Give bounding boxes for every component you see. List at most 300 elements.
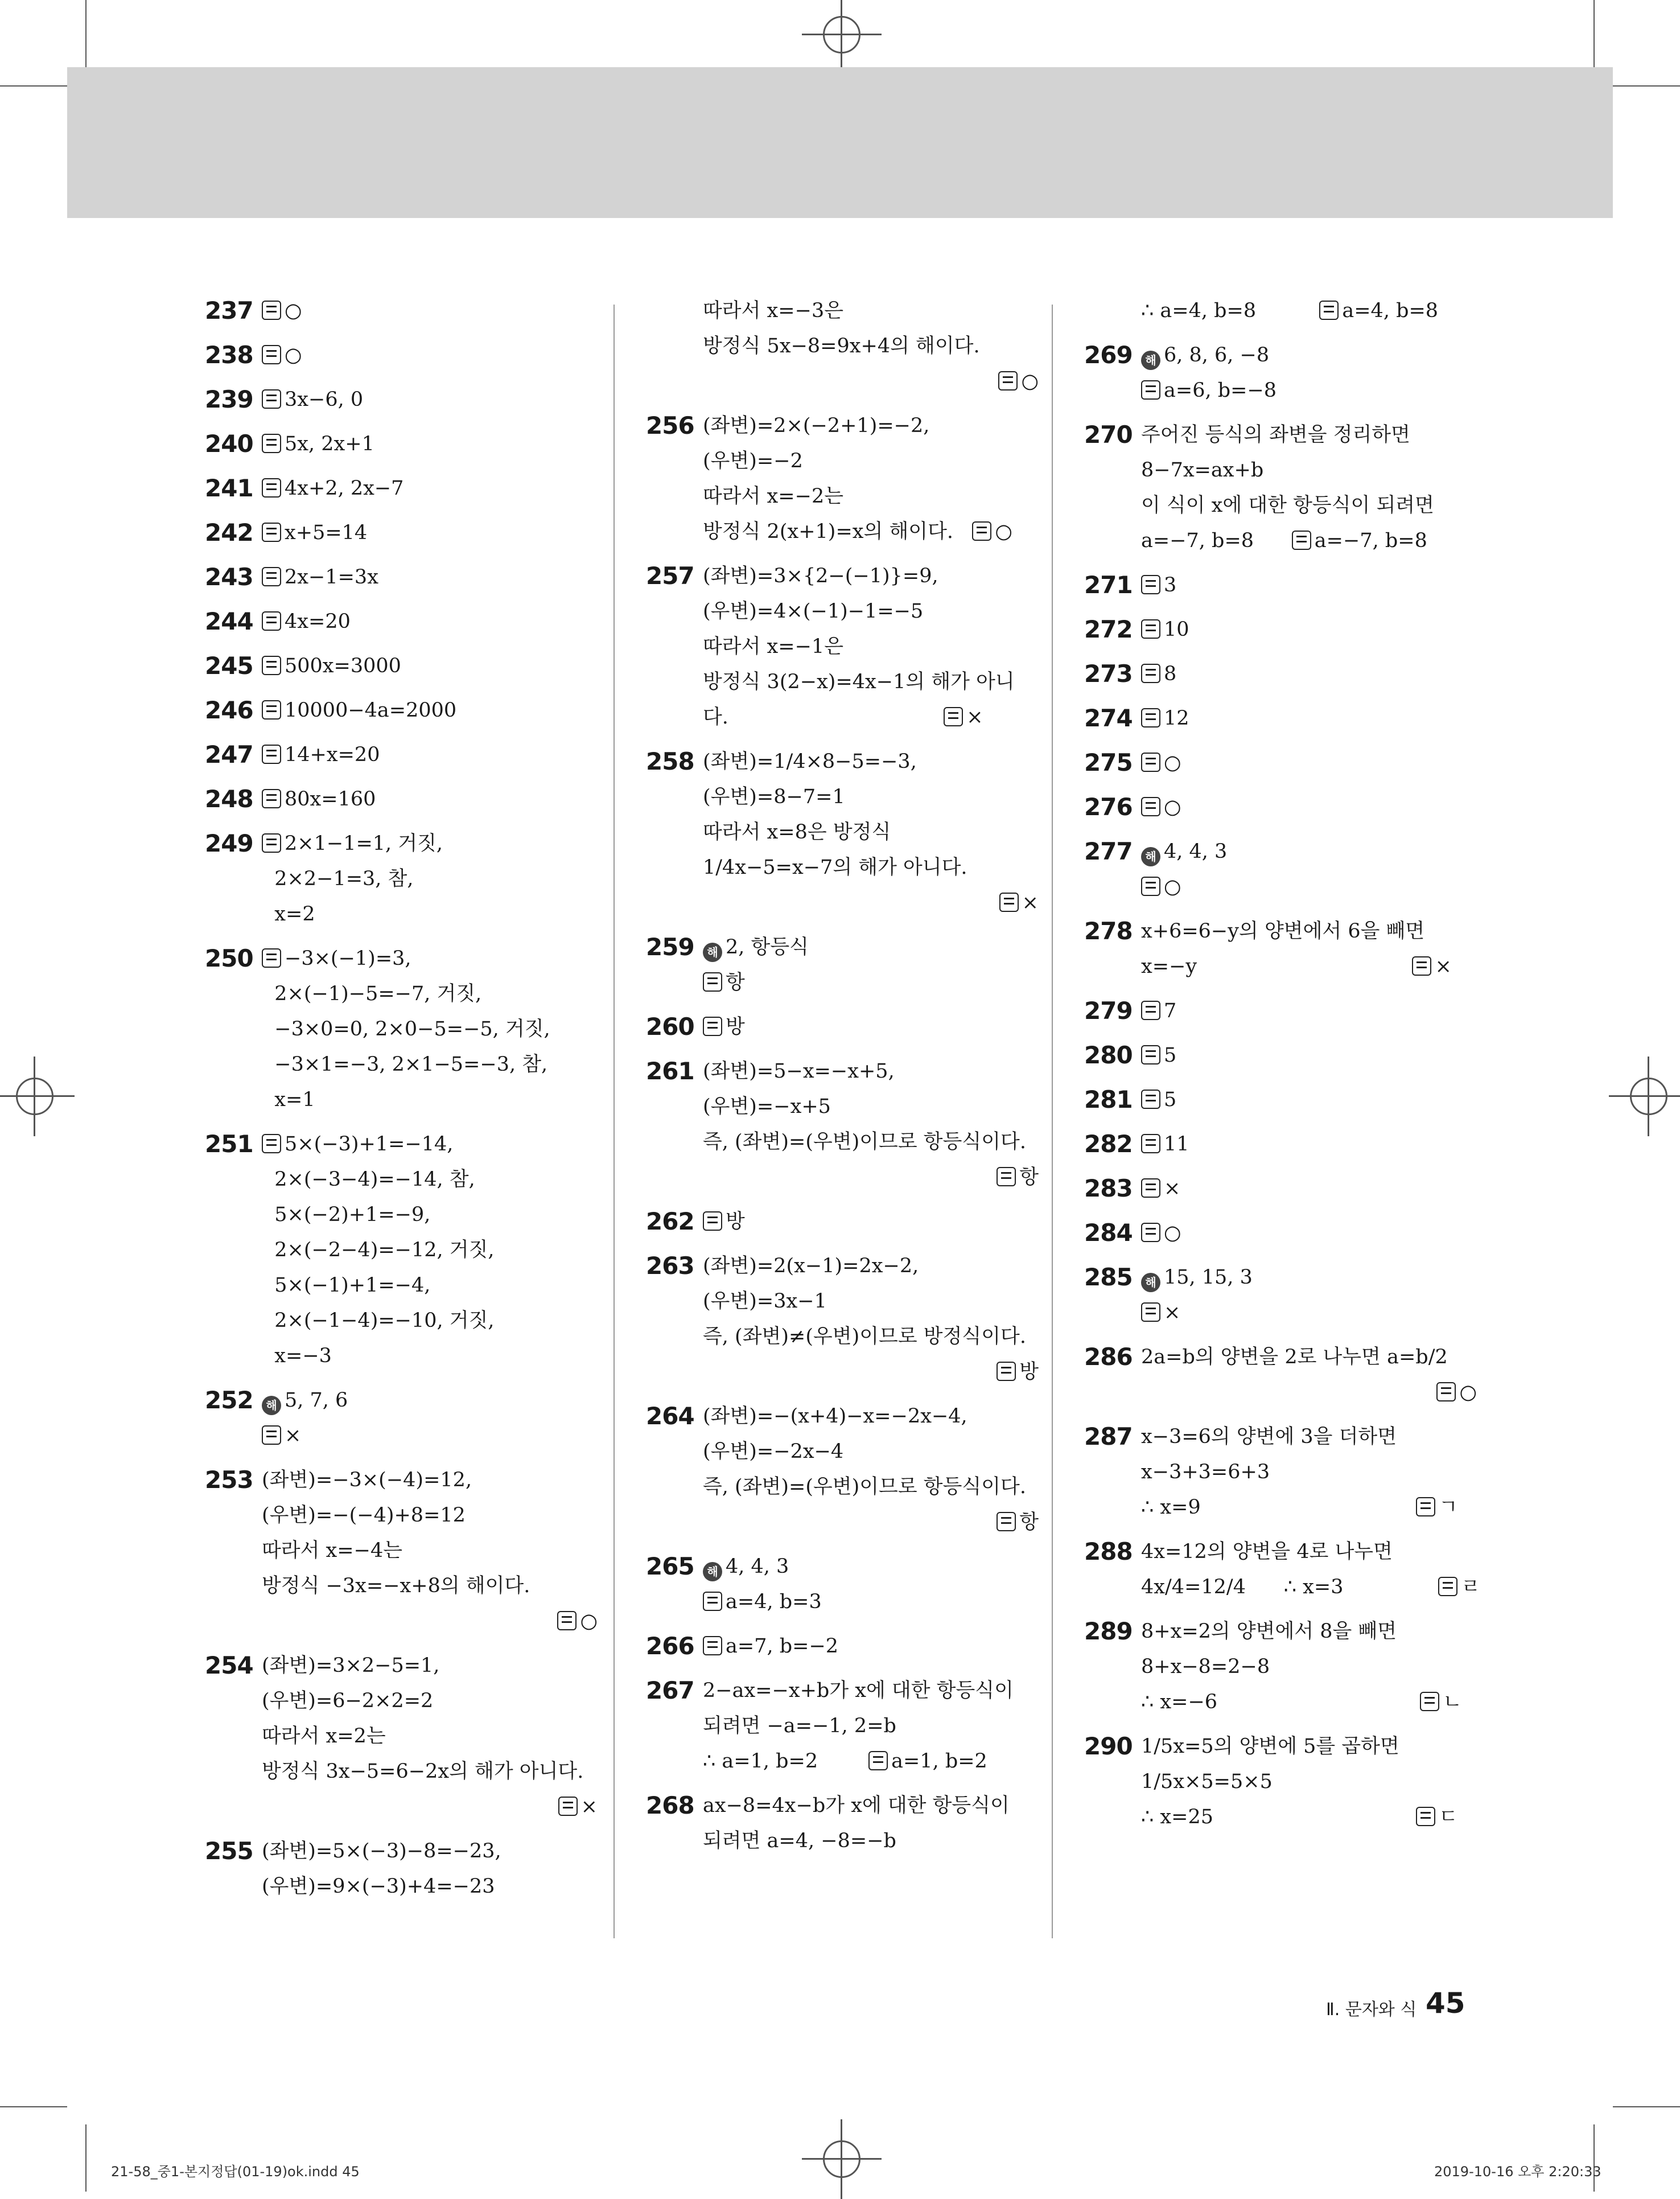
answer-line: 따라서 x=2는 — [262, 1725, 386, 1748]
answer-item — [205, 604, 603, 639]
problem-number: 278 — [1084, 917, 1133, 945]
problem-number: 275 — [1084, 749, 1133, 776]
answer-item — [646, 1054, 1044, 1195]
registration-mark — [16, 1078, 53, 1115]
registration-mark — [823, 16, 860, 54]
answer-line: −3×1=−3, 2×1−5=−3, 참, — [262, 1053, 548, 1076]
answer-line: 해 4, 4, 3 — [703, 1549, 1044, 1584]
answer-line: x+5=14 — [262, 515, 603, 550]
problem-number: 241 — [205, 474, 253, 502]
answer-badge-icon — [262, 789, 281, 808]
answer-line: 2×1−1=1, 거짓, — [262, 826, 603, 861]
problem-number: 261 — [646, 1057, 694, 1085]
answer-item — [205, 941, 603, 1117]
answer-item — [646, 1248, 1044, 1390]
slug-file: 21-58_중1-본지정답(01-19)ok.indd 45 — [111, 2164, 360, 2180]
answer-line: (좌변)=2×(−2+1)=−2, — [703, 414, 930, 437]
problem-number: 283 — [1084, 1174, 1133, 1202]
answer-item — [205, 1127, 603, 1374]
answer-badge-icon — [703, 1017, 722, 1036]
problem-number: 250 — [205, 944, 253, 972]
answer-badge-icon — [262, 434, 281, 453]
final-answer-value: ○ — [1021, 370, 1039, 393]
answer-badge-icon — [262, 656, 281, 675]
answer-line: (우변)=−2 — [703, 450, 803, 472]
answer-line: 방정식 3x−5=6−2x의 해가 아니다. — [262, 1760, 584, 1783]
answer-badge-icon — [557, 1611, 577, 1630]
answer-item — [1084, 1729, 1483, 1835]
answer-badge-icon — [1141, 619, 1160, 639]
answer-line: (우변)=−x+5 — [703, 1095, 831, 1118]
answer-line: 이 식이 x에 대한 항등식이 되려면 — [1141, 494, 1434, 517]
answer-line: (좌변)=5−x=−x+5, — [703, 1060, 895, 1083]
crop-mark — [85, 2124, 87, 2192]
answer-badge-icon — [944, 707, 963, 726]
answer-line: 8−7x=ax+b — [1141, 459, 1264, 482]
answer-line: (우변)=9×(−3)+4=−23 — [262, 1875, 495, 1898]
answer-column-1 — [205, 293, 603, 1913]
answer-item — [646, 293, 1044, 399]
answer-badge-icon — [262, 1425, 281, 1445]
answer-badge-icon — [1141, 708, 1160, 727]
problem-number: 257 — [646, 562, 694, 590]
answer-item — [1084, 834, 1483, 905]
answer-badge-icon — [262, 567, 281, 586]
answer-line: 즉, (좌변)=(우변)이므로 항등식이다. — [703, 1131, 1026, 1153]
answer-line: (좌변)=1/4×8−5=−3, — [703, 750, 917, 773]
problem-number: 253 — [205, 1466, 253, 1494]
answer-line: a=−7, b=8 a=−7, b=8 — [1141, 529, 1427, 552]
answer-item — [1084, 612, 1483, 647]
answer-line: ○ — [1141, 790, 1483, 825]
answer-line: 2−ax=−x+b가 x에 대한 항등식이 — [703, 1679, 1014, 1702]
section-title: Ⅱ. 문자와 식 — [1326, 2000, 1417, 2020]
problem-number: 285 — [1084, 1263, 1133, 1291]
answer-item — [1084, 656, 1483, 692]
answer-badge-icon — [703, 1211, 722, 1231]
answer-badge-icon — [1141, 1302, 1160, 1322]
answer-line: 5x, 2x+1 — [262, 426, 603, 462]
answer-line: 1/5x=5의 양변에 5를 곱하면 — [1141, 1735, 1399, 1758]
answer-line: 따라서 x=8은 방정식 — [703, 821, 891, 844]
final-answer — [262, 1604, 603, 1639]
registration-mark — [823, 2140, 860, 2178]
answer-line: 즉, (좌변)=(우변)이므로 항등식이다. — [703, 1475, 1026, 1498]
answer-line: 2x−1=3x — [262, 560, 603, 595]
answer-line: 2×(−2−4)=−12, 거짓, — [262, 1239, 495, 1261]
answer-line: 4x/4=12/4 ∴ x=3 ㄹ — [1141, 1576, 1481, 1598]
answer-badge-icon — [262, 745, 281, 764]
answer-item — [205, 1648, 603, 1824]
answer-item — [205, 1834, 603, 1904]
answer-item — [646, 930, 1044, 1000]
answer-item — [646, 1549, 1044, 1620]
answer-line: 2×(−3−4)=−14, 참, — [262, 1168, 475, 1191]
answer-badge-icon — [1141, 797, 1160, 816]
answer-item — [205, 737, 603, 772]
final-answer — [262, 1789, 603, 1824]
answer-line: × — [1141, 1171, 1483, 1206]
answer-item — [1084, 338, 1483, 408]
answer-line: 5 — [1141, 1082, 1483, 1117]
answer-line: (좌변)=5×(−3)−8=−23, — [262, 1840, 501, 1863]
problem-number: 289 — [1084, 1617, 1133, 1645]
problem-number: 282 — [1084, 1130, 1133, 1158]
answer-line: x=1 — [262, 1088, 315, 1111]
problem-number: 259 — [646, 933, 694, 961]
answer-badge-icon — [262, 833, 281, 853]
answer-badge-icon — [972, 521, 991, 541]
answer-line: 5×(−1)+1=−4, — [262, 1274, 431, 1297]
answer-badge-icon — [868, 1751, 888, 1770]
answer-line: ○ — [1141, 1215, 1483, 1251]
problem-number: 249 — [205, 829, 253, 857]
final-answer-value: ○ — [580, 1610, 598, 1633]
page-number: 45 — [1426, 1987, 1465, 2020]
final-answer — [703, 885, 1044, 920]
problem-number: 276 — [1084, 793, 1133, 821]
answer-line: 주어진 등식의 좌변을 정리하면 — [1141, 424, 1410, 446]
problem-number: 240 — [205, 430, 253, 458]
column-divider — [613, 305, 615, 1938]
final-answer — [703, 1354, 1044, 1390]
header-band — [67, 67, 1613, 218]
answer-badge-icon — [997, 1512, 1016, 1531]
final-answer-value: 방 — [1019, 1360, 1039, 1383]
answer-item — [205, 338, 603, 373]
answer-badge-icon — [703, 972, 722, 992]
answer-line: 따라서 x=−3은 — [703, 299, 844, 322]
answer-badge-icon — [1141, 753, 1160, 772]
answer-line: 방정식 2(x+1)=x의 해이다. ○ — [703, 520, 1012, 543]
answer-line: ○ — [262, 293, 603, 328]
answer-line: 방정식 5x−8=9x+4의 해이다. — [703, 335, 980, 357]
answer-line: a=6, b=−8 — [1141, 373, 1483, 408]
answer-line: 14+x=20 — [262, 737, 603, 772]
answer-badge-icon — [262, 948, 281, 968]
answer-line: 되려면 −a=−1, 2=b — [703, 1715, 896, 1737]
problem-number: 287 — [1084, 1423, 1133, 1450]
problem-number: 266 — [646, 1632, 694, 1660]
answer-item — [1084, 1260, 1483, 1330]
answer-item — [646, 1009, 1044, 1045]
answer-item — [1084, 1419, 1483, 1525]
answer-item — [205, 1383, 603, 1453]
answer-badge-icon — [262, 523, 281, 542]
answer-line: 항 — [703, 965, 1044, 1000]
answer-badge-icon — [1141, 1134, 1160, 1153]
problem-number: 269 — [1084, 341, 1133, 369]
answer-line: 10 — [1141, 612, 1483, 647]
answer-line: (우변)=8−7=1 — [703, 786, 845, 808]
answer-badge-icon — [262, 301, 281, 320]
answer-badge-icon — [1141, 1045, 1160, 1064]
answer-badge-icon — [1292, 531, 1311, 550]
answer-line: 해 15, 15, 3 — [1141, 1260, 1483, 1295]
answer-badge-icon — [558, 1797, 578, 1816]
problem-number: 272 — [1084, 615, 1133, 643]
answer-line: 4x=12의 양변을 4로 나누면 — [1141, 1540, 1393, 1563]
answer-line: ∴ a=4, b=8 a=4, b=8 — [1141, 299, 1439, 322]
answer-line: x−3=6의 양변에 3을 더하면 — [1141, 1425, 1397, 1448]
problem-number: 274 — [1084, 704, 1133, 732]
answer-item — [646, 1629, 1044, 1664]
crop-mark — [0, 85, 67, 87]
answer-line: 11 — [1141, 1127, 1483, 1162]
problem-number: 247 — [205, 741, 253, 768]
answer-item — [646, 744, 1044, 920]
final-answer — [703, 364, 1044, 399]
answer-item — [1084, 1038, 1483, 1073]
answer-item — [1084, 1339, 1483, 1410]
answer-badge-icon — [262, 700, 281, 720]
solution-badge-icon: 해 — [1141, 847, 1160, 866]
answer-line: 따라서 x=−4는 — [262, 1539, 403, 1562]
answer-badge-icon — [703, 1636, 722, 1655]
problem-number: 260 — [646, 1013, 694, 1041]
answer-badge-icon — [262, 478, 281, 498]
answer-badge-icon — [1141, 575, 1160, 594]
answer-badge-icon — [998, 371, 1018, 391]
problem-number: 254 — [205, 1651, 253, 1679]
answer-line: 방 — [703, 1009, 1044, 1045]
crop-mark — [1593, 2124, 1595, 2192]
answer-line: 5 — [1141, 1038, 1483, 1073]
problem-number: 288 — [1084, 1538, 1133, 1565]
problem-number: 248 — [205, 785, 253, 813]
answer-badge-icon — [1416, 1807, 1435, 1826]
answer-line: 500x=3000 — [262, 648, 603, 684]
answer-line: 1/4x−5=x−7의 해가 아니다. — [703, 856, 967, 879]
answer-line: (좌변)=−(x+4)−x=−2x−4, — [703, 1405, 967, 1428]
answer-line: 해 6, 8, 6, −8 — [1141, 338, 1483, 373]
problem-number: 264 — [646, 1402, 694, 1430]
answer-line: a=4, b=3 — [703, 1584, 1044, 1620]
final-answer — [703, 1505, 1044, 1540]
problem-number: 243 — [205, 563, 253, 591]
final-answer-value: 항 — [1019, 1166, 1039, 1189]
problem-number: 242 — [205, 519, 253, 546]
answer-line: x=−y × — [1141, 955, 1452, 978]
answer-line: ○ — [1141, 869, 1483, 905]
answer-item — [1084, 701, 1483, 736]
answer-badge-icon — [997, 1362, 1016, 1381]
problem-number: 277 — [1084, 837, 1133, 865]
answer-item — [1084, 1171, 1483, 1206]
problem-number: 271 — [1084, 571, 1133, 599]
answer-line: 10000−4a=2000 — [262, 693, 603, 728]
answer-badge-icon — [1141, 380, 1160, 400]
answer-badge-icon — [262, 611, 281, 631]
answer-line: 80x=160 — [262, 782, 603, 817]
answer-item — [1084, 790, 1483, 825]
answer-line: (우변)=−(−4)+8=12 — [262, 1504, 466, 1527]
answer-line: × — [262, 1418, 603, 1453]
final-answer-value: ○ — [1459, 1381, 1477, 1404]
answer-item — [1084, 1614, 1483, 1720]
problem-number: 273 — [1084, 660, 1133, 688]
problem-number: 284 — [1084, 1219, 1133, 1247]
final-answer-value: × — [580, 1795, 598, 1818]
problem-number: 281 — [1084, 1086, 1133, 1113]
answer-item — [205, 782, 603, 817]
answer-item — [1084, 568, 1483, 603]
final-answer-value: 항 — [1019, 1511, 1039, 1534]
answer-item — [646, 1399, 1044, 1540]
answer-line: (좌변)=−3×(−4)=12, — [262, 1469, 472, 1491]
answer-badge-icon — [703, 1592, 722, 1611]
answer-line: ○ — [262, 338, 603, 373]
answer-line: 8+x=2의 양변에서 8을 빼면 — [1141, 1620, 1397, 1643]
problem-number: 246 — [205, 696, 253, 724]
answer-line: ○ — [1141, 745, 1483, 780]
answer-line: 2a=b의 양변을 2로 나누면 a=b/2 — [1141, 1346, 1448, 1368]
answer-line: 7 — [1141, 993, 1483, 1029]
problem-number: 268 — [646, 1791, 694, 1819]
answer-line: −3×(−1)=3, — [262, 941, 603, 976]
answer-item — [1084, 1127, 1483, 1162]
answer-item — [205, 471, 603, 506]
answer-column-3 — [1084, 293, 1483, 1844]
problem-number: 279 — [1084, 997, 1133, 1025]
answer-badge-icon — [1141, 877, 1160, 896]
final-answer — [703, 1160, 1044, 1195]
answer-line: 해 5, 7, 6 — [262, 1383, 603, 1418]
answer-line: −3×0=0, 2×0−5=−5, 거짓, — [262, 1018, 550, 1041]
answer-item — [1084, 914, 1483, 984]
registration-mark — [1630, 1078, 1667, 1115]
answer-item — [205, 382, 603, 417]
answer-line: 8 — [1141, 656, 1483, 692]
answer-line: 다. × — [703, 706, 983, 729]
answer-badge-icon — [1141, 1223, 1160, 1242]
answer-line: x−3+3=6+3 — [1141, 1461, 1270, 1483]
answer-line: a=7, b=−2 — [703, 1629, 1044, 1664]
crop-mark — [85, 0, 87, 67]
answer-line: 1/5x×5=5×5 — [1141, 1770, 1273, 1793]
problem-number: 258 — [646, 747, 694, 775]
problem-number: 256 — [646, 412, 694, 439]
answer-line: x=2 — [262, 903, 315, 926]
answer-badge-icon — [1436, 1382, 1456, 1401]
answer-line: x+6=6−y의 양변에서 6을 빼면 — [1141, 920, 1425, 943]
solution-badge-icon: 해 — [703, 943, 722, 962]
problem-number: 270 — [1084, 421, 1133, 449]
answer-item — [1084, 417, 1483, 558]
answer-line: 3 — [1141, 568, 1483, 603]
crop-mark — [0, 2106, 67, 2107]
answer-line: 3x−6, 0 — [262, 382, 603, 417]
answer-line: 방정식 −3x=−x+8의 해이다. — [262, 1575, 530, 1597]
answer-item — [205, 426, 603, 462]
slug-date: 2019-10-16 오후 2:20:33 — [1434, 2164, 1601, 2180]
problem-number: 251 — [205, 1130, 253, 1158]
problem-number: 255 — [205, 1837, 253, 1865]
answer-line: 따라서 x=−2는 — [703, 485, 844, 508]
answer-line: (좌변)=3×2−5=1, — [262, 1654, 440, 1677]
answer-item — [646, 558, 1044, 735]
answer-badge-icon — [997, 1167, 1016, 1186]
problem-number: 262 — [646, 1207, 694, 1235]
solution-badge-icon: 해 — [262, 1396, 281, 1415]
answer-line: ∴ a=1, b=2 a=1, b=2 — [703, 1750, 987, 1773]
problem-number: 252 — [205, 1386, 253, 1414]
answer-item — [1084, 993, 1483, 1029]
answer-line: 따라서 x=−1은 — [703, 635, 844, 658]
answer-item — [205, 1462, 603, 1639]
answer-item — [646, 1788, 1044, 1859]
problem-number: 239 — [205, 385, 253, 413]
column-divider — [1052, 305, 1053, 1938]
answer-line: 12 — [1141, 701, 1483, 736]
problem-number: 280 — [1084, 1041, 1133, 1069]
answer-column-2 — [646, 293, 1044, 1868]
answer-line: ax−8=4x−b가 x에 대한 항등식이 — [703, 1794, 1010, 1817]
answer-line: 5×(−3)+1=−14, — [262, 1127, 603, 1162]
answer-line: × — [1141, 1295, 1483, 1330]
answer-badge-icon — [1141, 1001, 1160, 1020]
crop-mark — [1613, 2106, 1680, 2107]
answer-badge-icon — [1141, 664, 1160, 683]
final-answer-value: × — [1022, 891, 1039, 914]
answer-line: (우변)=3x−1 — [703, 1290, 827, 1313]
answer-badge-icon — [999, 893, 1019, 912]
answer-line: x=−3 — [262, 1345, 332, 1367]
answer-line: 즉, (좌변)≠(우변)이므로 방정식이다. — [703, 1325, 1026, 1348]
answer-item — [1084, 293, 1483, 328]
answer-item — [205, 293, 603, 328]
answer-line: 되려면 a=4, −8=−b — [703, 1830, 896, 1852]
answer-line: 해 4, 4, 3 — [1141, 834, 1483, 869]
answer-line: 4x=20 — [262, 604, 603, 639]
answer-line: (우변)=−2x−4 — [703, 1440, 844, 1463]
crop-mark — [1613, 85, 1680, 87]
answer-badge-icon — [262, 1134, 281, 1153]
answer-badge-icon — [1412, 956, 1431, 976]
answer-item — [1084, 1082, 1483, 1117]
answer-item — [1084, 1215, 1483, 1251]
problem-number: 238 — [205, 341, 253, 369]
final-answer — [1141, 1375, 1483, 1410]
problem-number: 265 — [646, 1552, 694, 1580]
crop-mark — [1593, 0, 1595, 67]
problem-number: 290 — [1084, 1732, 1133, 1760]
solution-badge-icon: 해 — [703, 1562, 722, 1581]
answer-line: 5×(−2)+1=−9, — [262, 1203, 431, 1226]
answer-badge-icon — [1438, 1577, 1457, 1596]
answer-item — [205, 515, 603, 550]
answer-line: 8+x−8=2−8 — [1141, 1655, 1270, 1678]
answer-line: 2×(−1−4)=−10, 거짓, — [262, 1309, 495, 1332]
answer-badge-icon — [262, 345, 281, 364]
answer-item — [205, 693, 603, 728]
solution-badge-icon: 해 — [1141, 1273, 1160, 1292]
answer-badge-icon — [1420, 1692, 1439, 1711]
answer-item — [205, 648, 603, 684]
answer-item — [646, 1204, 1044, 1239]
answer-line: 해 2, 항등식 — [703, 930, 1044, 965]
answer-line: (좌변)=2(x−1)=2x−2, — [703, 1255, 919, 1277]
answer-line: 2×(−1)−5=−7, 거짓, — [262, 983, 482, 1005]
answer-line: ∴ x=−6 ㄴ — [1141, 1691, 1462, 1713]
answer-line: (우변)=6−2×2=2 — [262, 1690, 434, 1712]
answer-item — [205, 826, 603, 932]
answer-badge-icon — [1141, 1178, 1160, 1198]
answer-badge-icon — [1141, 1090, 1160, 1109]
solution-badge-icon: 해 — [1141, 351, 1160, 370]
problem-number: 245 — [205, 652, 253, 680]
answer-line: 4x+2, 2x−7 — [262, 471, 603, 506]
